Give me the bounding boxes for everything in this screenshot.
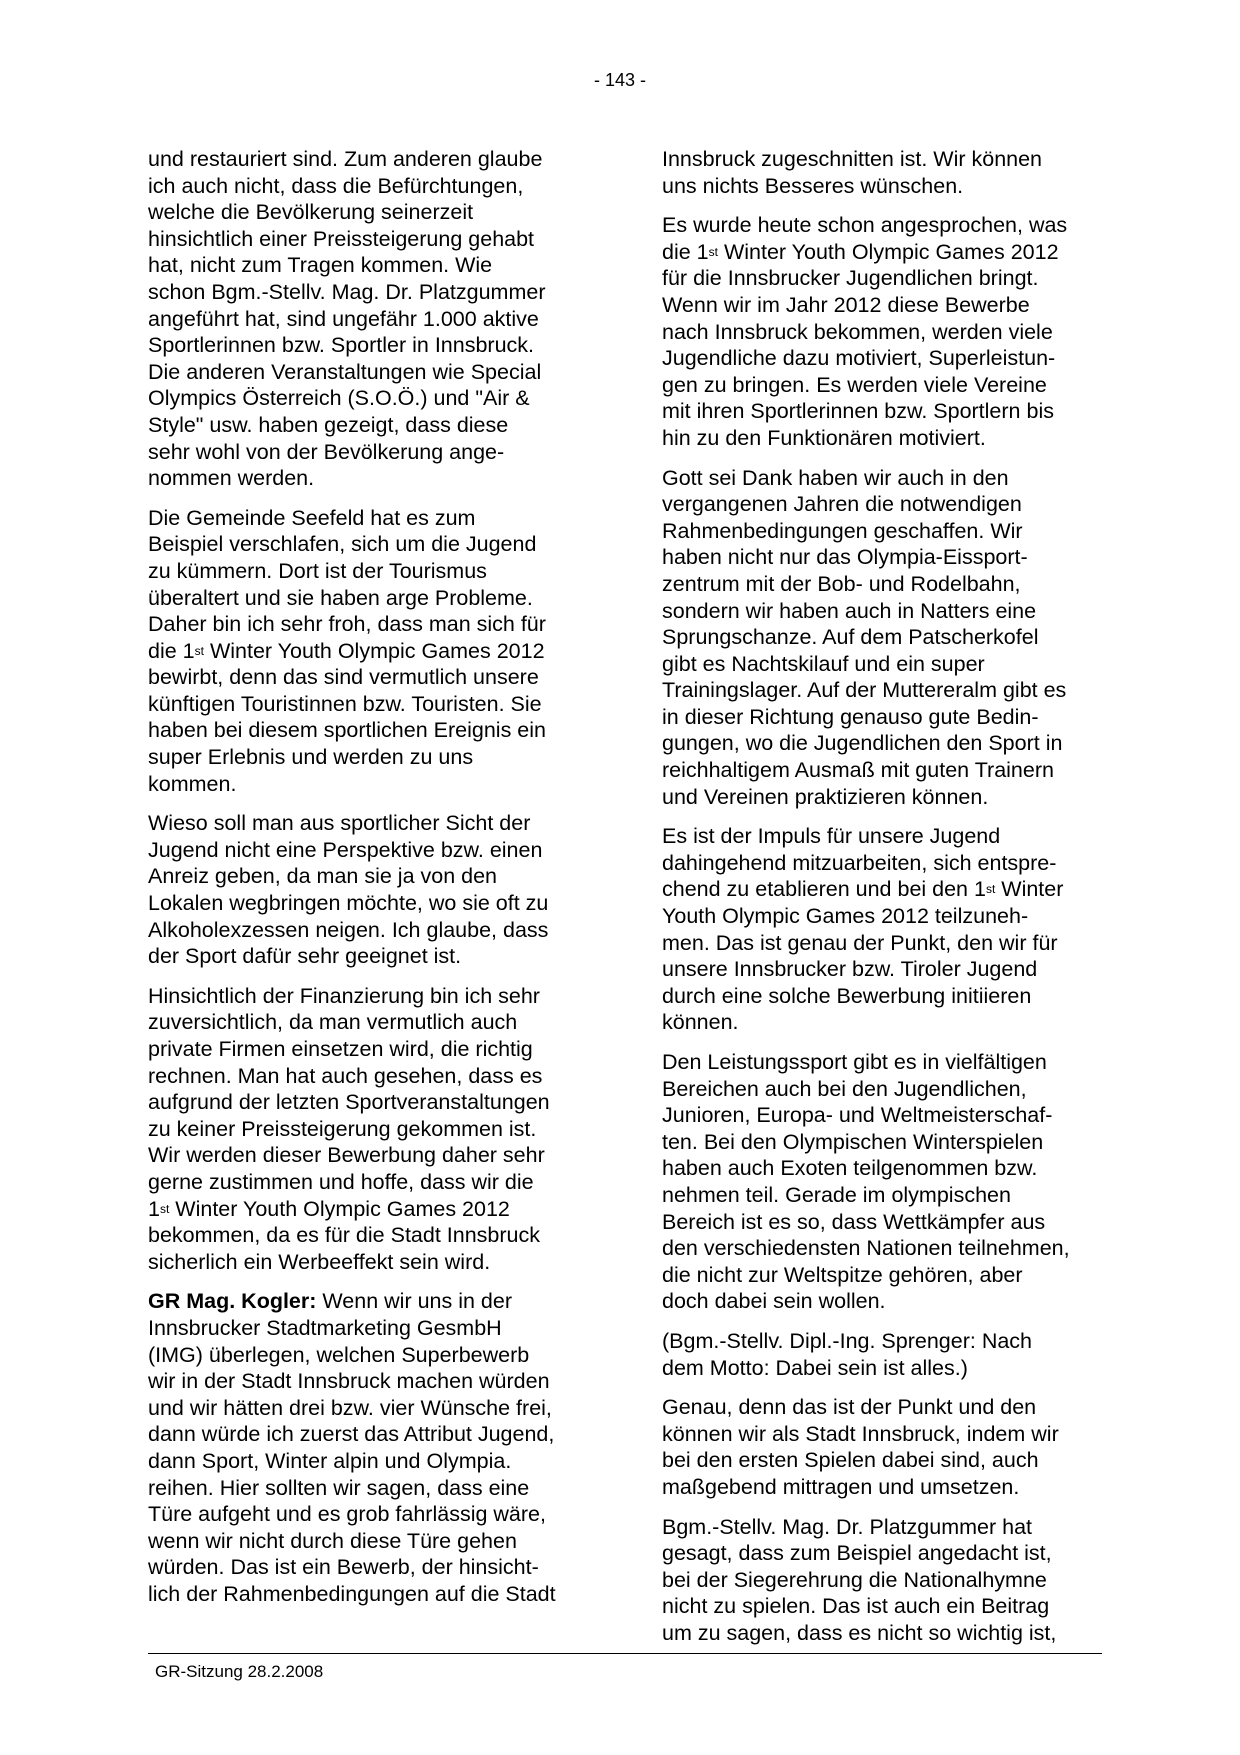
superscript: st: [194, 643, 204, 658]
left-column: [148, 146, 590, 1620]
paragraph: Genau, denn das ist der Punkt und den können wir als Stadt Innsbruck, indem wir bei den ersten Spielen dabei sind, auch maßgebend mittragen und umsetzen.: [662, 1395, 1059, 1499]
paragraph: Den Leistungssport gibt es in vielfältigen Bereichen auch bei den Jugendlichen, Junioren, Europa- und Weltmeisterschaf- ten. Bei den Olympischen Winterspielen haben auch Exoten teilgenommen bzw. nehmen teil. Gerade im olympischen Bereich ist es so, dass Wettkämpfer aus den verschiedensten Nationen teilnehmen, die nicht zur Weltspitze gehören, aber doch dabei sein wollen.: [662, 1050, 1070, 1314]
paragraph: [148, 1288, 590, 1607]
paragraph: [148, 505, 590, 798]
paragraph-text: Die Gemeinde Seefeld hat es zum Beispiel verschlafen, sich um die Jugend zu kümmern. Dort ist der Tourismus überaltert und sie haben arge Probleme. Daher bin ich sehr froh, dass man sich für die 1: [148, 505, 546, 663]
paragraph-text: Winter Youth Olympic Games 2012 teilzuneh- men. Das ist genau der Punkt, den wir für unsere Innsbrucker bzw. Tiroler Jugend durch eine solche Bewerbung initiieren können.: [662, 877, 1064, 1035]
paragraph: Bgm.-Stellv. Mag. Dr. Platzgummer hat gesagt, dass zum Beispiel angedacht ist, bei der Siegerehrung die Nationalhymne nicht zu spielen. Das ist auch ein Beitrag um zu sagen, dass es nicht so wichtig ist,: [662, 1514, 1057, 1645]
paragraph: [148, 983, 590, 1276]
paragraph: Gott sei Dank haben wir auch in den vergangenen Jahren die notwendigen Rahmenbedingungen geschaffen. Wir haben nicht nur das Olympia-Eissport- zentrum mit der Bob- und Rodelbahn, sondern wir haben auch in Natters eine Sprungschanze. Auf dem Patscherkofel gibt es Nachtskilauf und ein super Trainingslager. Auf der Muttereralm gibt es in dieser Richtung genauso gute Bedin- gungen, wo die Jugendlichen den Sport in reichhaltigem Ausmaß mit guten Trainern und Vereinen praktizieren können.: [662, 465, 1067, 809]
paragraph: Innsbruck zugeschnitten ist. Wir können uns nichts Besseres wünschen.: [662, 147, 1043, 198]
footer-text: GR-Sitzung 28.2.2008: [155, 1662, 324, 1681]
paragraph: und restauriert sind. Zum anderen glaube ich auch nicht, dass die Befürchtungen, welche die Bevölkerung seinerzeit hinsichtlich einer Preissteigerung gehabt hat, nicht zum Tragen kommen. Wie schon Bgm.-Stellv. Mag. Dr. Platzgummer angeführt hat, sind ungefähr 1.000 aktive Sportlerinnen bzw. Sportler in Innsbruck. Die anderen Veranstaltungen wie Special Olympics Österreich (S.O.Ö.) und "Air & Style" usw. haben gezeigt, dass diese sehr wohl von der Bevölkerung ange- nommen werden.: [148, 147, 546, 491]
superscript: st: [985, 882, 996, 897]
paragraph: [662, 823, 1102, 1036]
page-number: - 143 -: [593, 70, 647, 90]
paragraph: (Bgm.-Stellv. Dipl.-Ing. Sprenger: Nach dem Motto: Dabei sein ist alles.): [662, 1328, 1033, 1380]
paragraph-text: Winter Youth Olympic Games 2012 für die Innsbrucker Jugendlichen bringt. Wenn wir im Jahr 2012 diese Bewerbe nach Innsbruck bekommen, werden viele Jugendliche dazu motiviert, Superleistun- gen zu bringen. Es werden viele Vereine mit ihren Sportlerinnen bzw. Sportlern bis hin zu den Funktionären motiviert.: [662, 239, 1059, 450]
paragraph-text: Hinsichtlich der Finanzierung bin ich sehr zuversichtlich, da man vermutlich auch private Firmen einsetzen wird, die richtig rechnen. Man hat auch gesehen, dass es aufgrund der letzten Sportveranstaltungen zu keiner Preissteigerung gekommen ist. Wir werden dieser Bewerbung daher sehr gerne zustimmen und hoffe, dass wir die 1: [148, 983, 550, 1221]
paragraph-text: Winter Youth Olympic Games 2012 bewirbt, denn das sind vermutlich unsere künftigen Touristinnen bzw. Touristen. Sie haben bei diesem sportlichen Ereignis ein super Erlebnis und werden zu uns kommen.: [148, 638, 546, 796]
paragraph-text: Es wurde heute schon angesprochen, was die 1: [662, 213, 1068, 264]
speaker-name: GR Mag. Kogler:: [148, 1289, 317, 1314]
footer-divider: [148, 1653, 1102, 1654]
paragraph-text: Winter Youth Olympic Games 2012 bekommen, da es für die Stadt Innsbruck sicherlich ein Werbeeffekt sein wird.: [148, 1196, 540, 1274]
paragraph: [662, 212, 1102, 451]
right-column: [662, 146, 1102, 1659]
paragraph-text: Wenn wir uns in der Innsbrucker Stadtmarketing GesmbH (IMG) überlegen, welchen Superbewerb wir in der Stadt Innsbruck machen würden und wir hätten drei bzw. vier Wünsche frei, dann würde ich zuerst das Attribut Jugend, dann Sport, Winter alpin und Olympia. reihen. Hier sollten wir sagen, dass eine Türe aufgeht und es grob fahrlässig wäre, wenn wir nicht durch diese Türe gehen würden. Das ist ein Bewerb, der hinsicht- lich der Rahmenbedingungen auf die Stadt: [148, 1289, 556, 1606]
paragraph: Wieso soll man aus sportlicher Sicht der Jugend nicht eine Perspektive bzw. einen Anreiz geben, da man sie ja von den Lokalen wegbringen möchte, wo sie oft zu Alkoholexzessen neigen. Ich glaube, dass der Sport dafür sehr geeignet ist.: [148, 811, 549, 969]
superscript: st: [159, 1201, 170, 1216]
paragraph-text: Es ist der Impuls für unsere Jugend dahingehend mitzuarbeiten, sich entspre- chend zu etablieren und bei den 1: [662, 824, 1057, 902]
superscript: st: [708, 244, 718, 259]
